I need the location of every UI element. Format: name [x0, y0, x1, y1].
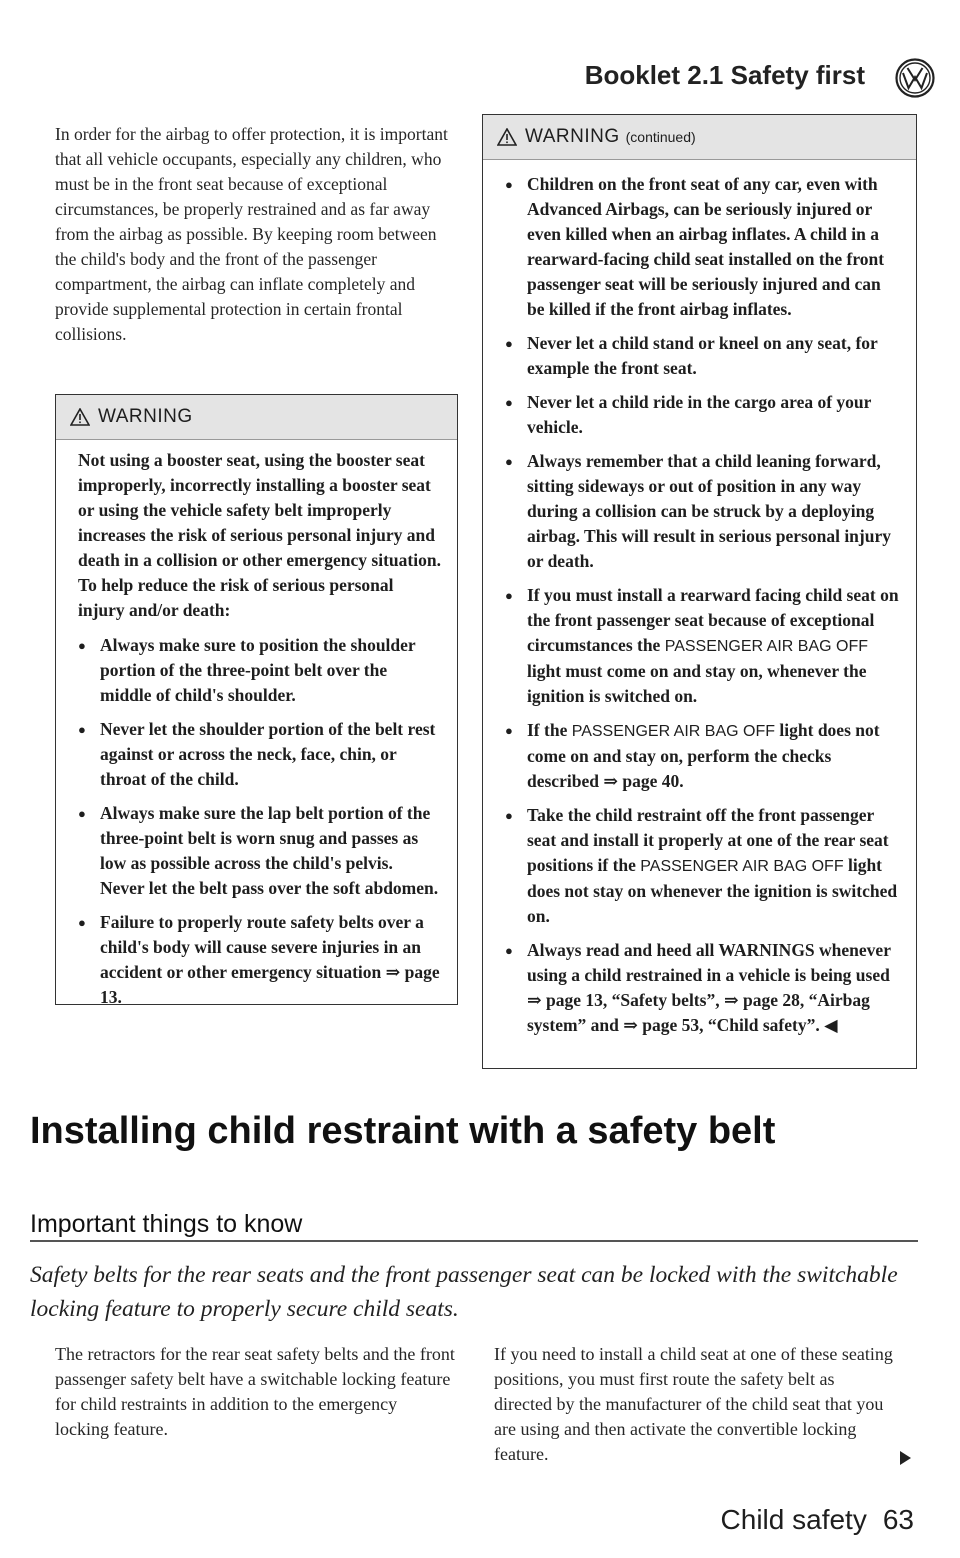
section-heading: Installing child restraint with a safety belt: [30, 1110, 776, 1152]
warning-box-continued: [482, 114, 917, 1069]
warning-header: [56, 395, 457, 440]
warning-header: [483, 115, 916, 160]
body-text: The retractors for the rear seat safety belts and the front passenger safety belt have a switchable locking feature for child restraints in addition to the emergency locking feature.: [55, 1344, 455, 1439]
warning-bullet: ● Always make sure the lap belt portion of the three-point belt is worn snug and passes as low as possible across the child's pelvis. Never let the belt pass over the soft abdomen.: [78, 801, 441, 901]
body-column-right: [494, 1342, 894, 1467]
bullet-text: If the: [527, 720, 572, 740]
warning-continued-label: (continued): [625, 129, 696, 145]
warning-bullet-list: [505, 172, 900, 1038]
warning-bullet: ● Children on the front seat of any car, even with Advanced Airbags, can be seriously injured or even killed when an airbag inflates. A child in a rearward-facing child seat installed on the front passenger seat will be seriously injured and can be killed if the front airbag inflates.: [505, 172, 900, 322]
warning-box-booster: [55, 394, 458, 1005]
warning-bullet-list: [78, 633, 441, 1010]
warning-title: WARNING: [98, 406, 193, 427]
bullet-text: light does not come on and stay on, perform the checks described ⇒ page 40.: [527, 720, 880, 791]
warning-lead: Not using a booster seat, using the booster seat improperly, incorrectly installing a booster seat or using the vehicle safety belt improperly increases the risk of serious personal injury and death in a collision or other emergency situation. To help reduce the risk of serious personal injury and/or death:: [78, 450, 441, 620]
warning-title: WARNING: [525, 126, 620, 147]
warning-triangle-icon: [497, 128, 517, 146]
warning-bullet: ● Always read and heed all WARNINGS whenever using a child restrained in a vehicle is being used ⇒ page 13, “Safety belts”, ⇒ page 28, “Airbag system” and ⇒ page 53, “Child safety”. ◀: [505, 938, 900, 1038]
page-footer: [721, 1504, 914, 1536]
booklet-title: Booklet 2.1 Safety first: [584, 60, 865, 90]
heading-rule: [30, 1240, 918, 1242]
warning-bullet: ● Never let a child stand or kneel on any seat, for example the front seat.: [505, 331, 900, 381]
body-text: If you need to install a child seat at one of these seating positions, you must first route the safety belt as directed by the manufacturer of the child seat that you are using and then activate the convertible locking feature.: [494, 1344, 893, 1464]
warning-bullet: [505, 803, 900, 929]
bullet-text: Take the child restraint off the front passenger seat and install it properly at one of the rear seat positions if the: [527, 805, 889, 875]
intro-paragraph: [55, 122, 453, 347]
warning-bullet: ● Failure to properly route safety belts over a child's body will cause severe injuries in an accident or other emergency situation ⇒ page 13.: [78, 910, 441, 1010]
bullet-text: If you must install a rearward facing child seat on the front passenger seat because of exceptional circumstances the: [527, 585, 899, 655]
page-number: 63: [882, 1504, 914, 1535]
warning-bullet: ● Never let a child ride in the cargo area of your vehicle.: [505, 390, 900, 440]
warning-bullet: [505, 583, 900, 709]
sub-heading: Important things to know: [30, 1210, 303, 1238]
warning-bullet: ● Always make sure to position the shoulder portion of the three-point belt over the middle of child's shoulder.: [78, 633, 441, 708]
page-header: [535, 58, 935, 98]
warning-triangle-icon: [70, 408, 90, 426]
body-column-left: [55, 1342, 455, 1442]
section-intro: Safety belts for the rear seats and the front passenger seat can be locked with the switchable locking feature to properly secure child seats.: [30, 1262, 898, 1322]
intro-paragraph-text: In order for the airbag to offer protection, it is important that all vehicle occupants, especially any children, who must be in the front seat because of exceptional circumstances, be properly restrained and as far away from the airbag as possible. By keeping room between the child's body and the front of the passenger compartment, the airbag can inflate completely and provide supplemental protection in certain frontal collisions.: [55, 124, 448, 344]
continue-arrow-icon: [900, 1451, 911, 1465]
passenger-airbag-off-label: PASSENGER AIR BAG OFF: [664, 638, 869, 655]
passenger-airbag-off-label: PASSENGER AIR BAG OFF: [640, 858, 844, 875]
volkswagen-logo-icon: [895, 58, 935, 98]
warning-bullet: [505, 718, 900, 794]
warning-bullet: ● Always remember that a child leaning forward, sitting sideways or out of position in any way during a collision can be struck by a deploying airbag. This will result in serious personal injury or death.: [505, 449, 900, 574]
bullet-text: light does not stay on whenever the ignition is switched on.: [527, 855, 898, 926]
footer-section: Child safety: [720, 1504, 867, 1535]
bullet-text: light must come on and stay on, whenever the ignition is switched on.: [527, 661, 867, 706]
passenger-airbag-off-label: PASSENGER AIR BAG OFF: [571, 723, 776, 740]
warning-bullet: ● Never let the shoulder portion of the belt rest against or across the neck, face, chin, or throat of the child.: [78, 717, 441, 792]
